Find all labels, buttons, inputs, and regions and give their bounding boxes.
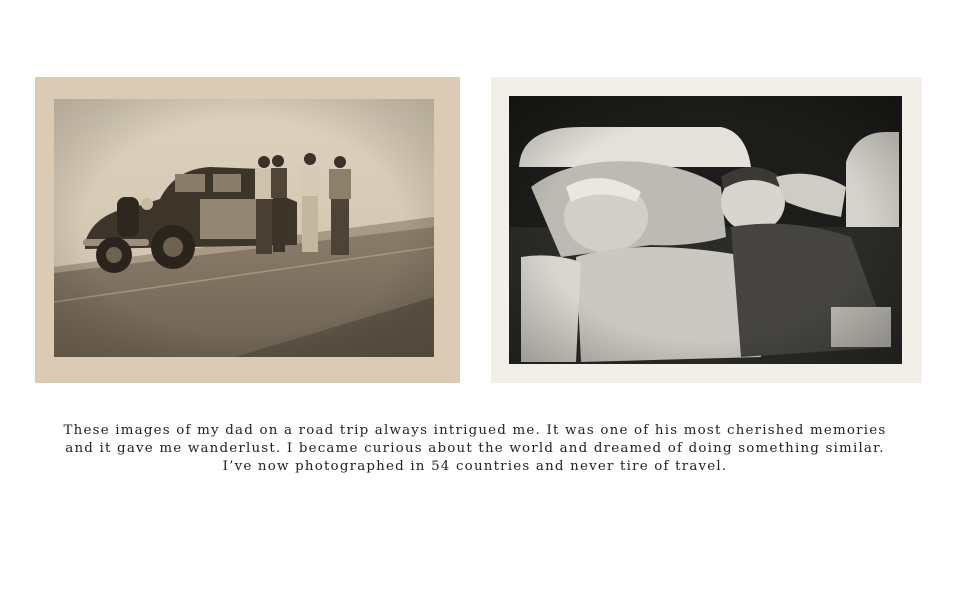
caption	[30, 422, 920, 476]
caption-line-1: These images of my dad on a road trip always intrigued me. It was one of his most cherished memories	[63, 423, 887, 438]
vintage-photo-sleeping-boys	[491, 77, 922, 383]
caption-line-2: and it gave me wanderlust. I became curious about the world and dreamed of doing something similar.	[65, 441, 885, 456]
caption-line-3: I’ve now photographed in 54 countries and never tire of travel.	[222, 459, 728, 474]
vintage-photo-car-road-trip	[35, 77, 460, 383]
